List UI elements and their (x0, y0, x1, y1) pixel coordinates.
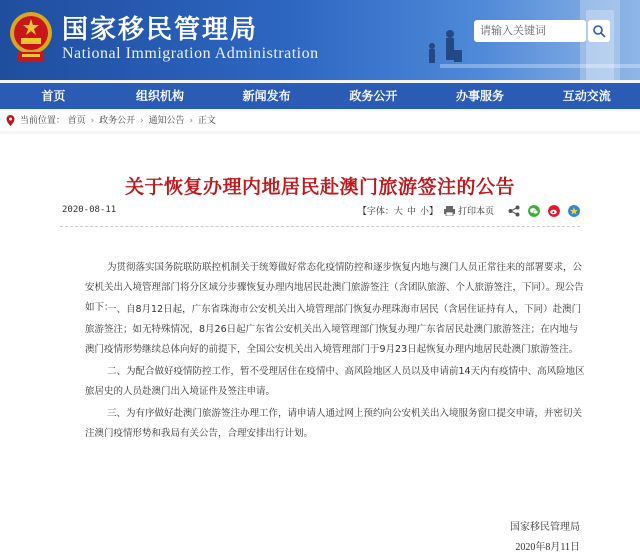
breadcrumb (0, 111, 640, 131)
national-emblem-icon (8, 7, 54, 67)
signature-date: 2020年8月11日 (515, 542, 580, 552)
nav-item-news[interactable]: 新闻发布 (242, 89, 291, 103)
weibo-icon[interactable] (548, 205, 560, 217)
nav-item-organization[interactable]: 组织机构 (136, 89, 185, 103)
font-size-label: 【字体： (357, 207, 394, 217)
article-tools (358, 204, 580, 217)
article-paragraph-3: 三、为有序做好赴澳门旅游签注办理工作，请申请人通过网上预约向公安机关出入境服务窗口提交申请，并密切关注澳门疫情形势和我局有关公告，合理安排出行计划。 (85, 408, 583, 439)
nav-item-interaction[interactable]: 互动交流 (562, 89, 611, 103)
qzone-icon[interactable] (568, 205, 580, 217)
breadcrumb-notices[interactable]: 通知公告 (148, 116, 185, 126)
search-icon (592, 24, 606, 38)
breadcrumb-label: 当前位置： (19, 116, 65, 126)
font-small-button[interactable]: 小 (419, 207, 429, 217)
search-input[interactable]: 请输入关键词 (474, 20, 586, 42)
article-container (0, 134, 640, 552)
printer-icon[interactable] (444, 206, 455, 216)
breadcrumb-separator: › (140, 116, 144, 126)
wechat-icon[interactable] (528, 205, 540, 217)
article-date: 2020-08-11 (62, 205, 117, 215)
print-button[interactable]: 打印本页 (457, 207, 494, 217)
article-paragraph-2: 二、为配合做好疫情防控工作，暂不受理居住在疫情中、高风险地区人员以及申请前14天内有疫情中、高风险地区旅居史的人员赴澳门出入境证件及签注申请。 (85, 366, 585, 397)
nav-item-home[interactable]: 首页 (41, 89, 66, 103)
breadcrumb-current: 正文 (197, 116, 216, 126)
share-icon[interactable] (508, 205, 520, 217)
header-banner (0, 0, 640, 80)
search-button[interactable] (588, 20, 610, 42)
breadcrumb-government-affairs[interactable]: 政务公开 (99, 116, 136, 126)
location-pin-icon (6, 115, 15, 126)
signature-organization: 国家移民管理局 (510, 522, 580, 533)
main-nav (0, 83, 640, 109)
meta-divider (60, 226, 580, 227)
font-medium-button[interactable]: 中 (406, 207, 416, 217)
article-paragraph-intro: 为贯彻落实国务院联防联控机制关于统筹做好常态化疫情防控和逐步恢复内地与澳门人员正常往来的部署要求，公安机关出入境管理部门将分区域分步骤恢复办理内地居民赴澳门旅游签注（含团队旅游、个人旅游签注，下同）。现公告如下： (85, 262, 584, 313)
site-title: 国家移民管理局 (62, 15, 259, 45)
nav-item-services[interactable]: 办事服务 (456, 89, 505, 103)
font-large-button[interactable]: 大 (393, 207, 403, 217)
breadcrumb-home[interactable]: 首页 (67, 116, 86, 126)
breadcrumb-separator: › (189, 116, 194, 126)
site-subtitle: National Immigration Administration (62, 45, 319, 62)
article-title: 关于恢复办理内地居民赴澳门旅游签注的公告 (124, 176, 515, 198)
article-paragraph-1: 一、自8月12日起，广东省珠海市公安机关出入境管理部门恢复办理珠海市居民（含居住证持有人，下同）赴澳门旅游签注；如无特殊情况，8月26日起广东省公安机关出入境管理部门恢复办理广东省居民赴澳门旅游签注；在内地与澳门疫情形势继续总体向好的前提下，全国公安机关出入境管理部门于9月23日起恢复办理内地居民赴澳门旅游签注。 (85, 304, 582, 355)
article-meta (60, 202, 580, 218)
breadcrumb-separator: › (90, 116, 95, 126)
font-size-close: 】 (428, 207, 438, 217)
nav-item-government-affairs[interactable]: 政务公开 (349, 89, 398, 103)
